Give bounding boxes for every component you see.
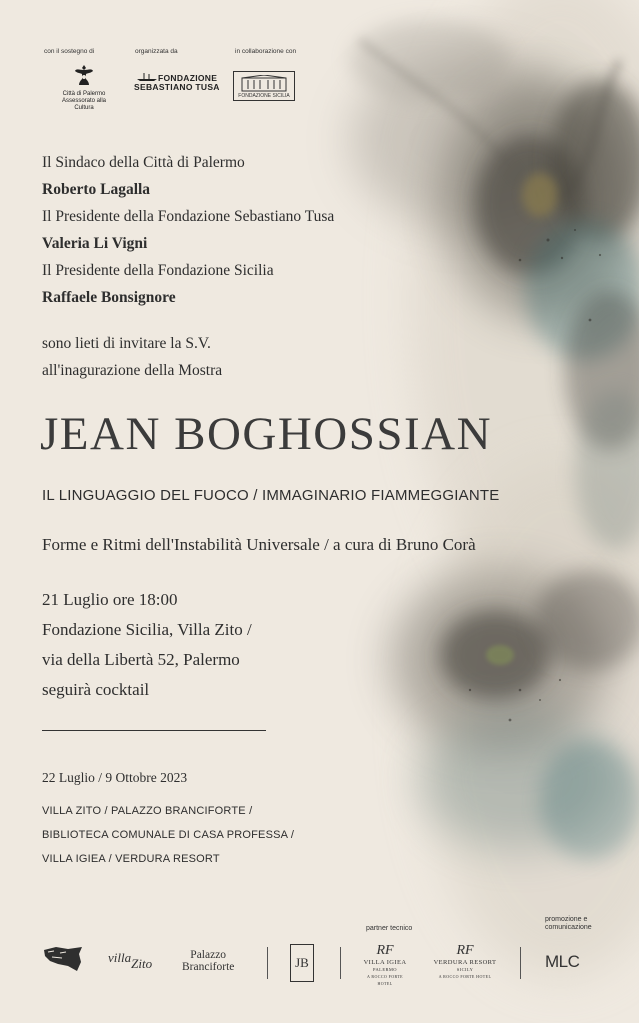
host-name-2: Valeria Li Vigni [42,235,148,252]
eagle-icon [74,64,94,86]
building-icon [240,75,288,92]
verdura-line2: SICILY [456,967,474,972]
verdura-line3: A ROCCO FORTE HOTEL [438,974,492,979]
event-note: seguirà cocktail [42,680,150,699]
jb-monogram: JB [295,955,309,970]
curator-line: Forme e Ritmi dell'Instabilità Universale / a cura di Bruno Corà [42,535,476,554]
palazzo-line2: Branciforte [182,961,235,973]
invite-line-1: sono lieti di invitare la S.V. [42,335,211,352]
igiea-line1: VILLA IGIEA [363,959,407,966]
venue-line-2: BIBLIOTECA COMUNALE DI CASA PROFESSA / [42,829,295,841]
villa-igiea-logo [360,943,410,987]
partner-caption: partner tecnico [366,925,413,932]
fondazione-sicilia-logo [233,71,295,101]
footer-separator-1 [267,947,268,979]
mlc-logo: MLC [545,952,580,971]
footer-separator-3 [520,947,521,979]
fst-line1: FONDAZIONE [158,73,218,83]
host-title-1: Il Sindaco della Città di Palermo [42,154,245,171]
artist-title: JEAN BOGHOSSIAN [40,408,493,460]
fondazione-tusa-logo [134,74,220,92]
ship-icon [136,72,158,82]
collab-caption: in collaborazione con [235,48,297,55]
host-title-3: Il Presidente della Fondazione Sicilia [42,262,274,279]
palermo-dept: Assessorato alla Cultura [61,98,107,111]
promo-caption-1: promozione e [545,916,588,923]
invite-line-2: all'inagurazione della Mostra [42,362,223,379]
palermo-logo [54,64,114,112]
host-title-2: Il Presidente della Fondazione Sebastiano Tusa [42,208,335,225]
exhibition-dates: 22 Luglio / 9 Ottobre 2023 [42,770,188,785]
sicily-map-logo [42,944,84,974]
organizer-caption: organizzata da [135,48,178,55]
venue-list [42,799,294,871]
igiea-line2: PALERMO [373,967,397,972]
invitation-text [42,330,222,384]
verdura-line1: VERDURA RESORT [433,959,497,966]
host-name-3: Raffaele Bonsignore [42,289,176,306]
event-details [42,585,252,705]
promo-caption [545,916,592,932]
verdura-mark: RF [456,943,474,958]
palermo-name: Città di Palermo [62,91,106,97]
verdura-resort-logo [432,943,498,980]
igiea-mark: RF [376,943,394,958]
host-name-1: Roberto Lagalla [42,181,151,198]
venue-line-3: VILLA IGIEA / VERDURA RESORT [42,853,220,865]
igiea-line3: A ROCCO FORTE HOTEL [366,974,404,986]
support-caption: con il sostegno di [44,48,95,55]
venue-line-1: VILLA ZITO / PALAZZO BRANCIFORTE / [42,805,253,817]
event-venue-2: via della Libertà 52, Palermo [42,650,240,669]
fs-label: FONDAZIONE SICILIA [238,93,290,99]
promo-caption-2: comunicazione [545,924,592,931]
jb-monogram-logo [290,944,314,982]
palazzo-branciforte-logo [182,949,234,973]
event-date-time: 21 Luglio ore 18:00 [42,590,178,609]
footer-separator-2 [340,947,341,979]
villa-zito-part1: villa [108,950,132,965]
invitation-hosts [42,149,334,311]
palazzo-line1: Palazzo [190,949,227,961]
villa-zito-part2: Zito [131,956,153,971]
event-venue-1: Fondazione Sicilia, Villa Zito / [42,620,252,639]
villa-zito-logo [108,949,153,971]
fst-line2: SEBASTIANO TUSA [134,82,220,92]
exhibition-subtitle: IL LINGUAGGIO DEL FUOCO / IMMAGINARIO FIAMMEGGIANTE [42,487,500,504]
divider [42,730,266,731]
